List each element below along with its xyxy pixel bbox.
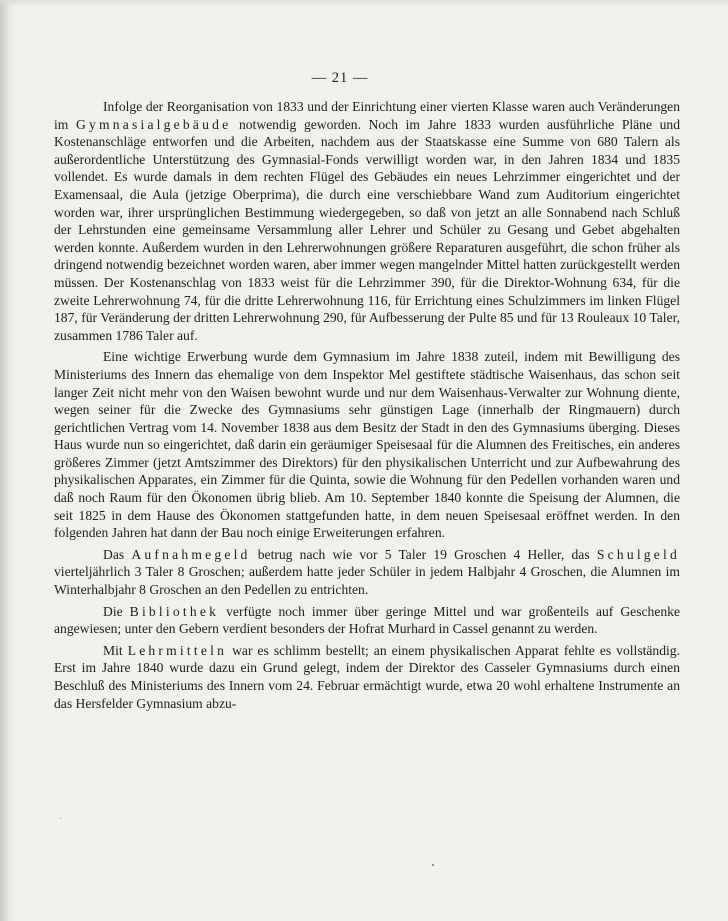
paragraph-text: Mit xyxy=(103,642,128,658)
scan-speck xyxy=(432,864,434,866)
page-edge-shadow xyxy=(0,0,14,921)
page-top-shadow xyxy=(0,0,728,6)
paragraph-text: Eine wichtige Erwerbung wurde dem Gymnasium im Jahre 1838 zuteil, indem mit Bewilligung des Ministeriums des Innern das ehemalige von dem Inspektor Mel gestiftete städtische Waisenhaus, das schon seit langer Zeit nicht mehr von den Waisen bewohnt wurde und nur dem Waisenhaus-Verwalter zur Wohnung diente, wegen seiner für die Zwecke des Gymnasiums sehr günstigen Lage (innerhalb der Ringmauern) durch gerichtlichen Vertrag vom 14. November 1838 aus dem Besitz der Stadt in den des Gymnasiums überging. Dieses Haus wurde nun so eingerichtet, daß darin ein geräumiger Speisesaal für die Alumnen des Freitisches, ein anderes größeres Zimmer (jetzt Amtszimmer des Direktors) für den physikalischen Unterricht und zur Aufbewahrung des physikalischen Apparates, ein Zimmer für die Quinta, sowie die Wohnung für den Pedellen vorhanden waren und daß noch Raum für den Ökonomen übrig blieb. Am 10. September 1840 konnte die Speisung der Alumnen, die seit 1825 in dem Hause des Ökonomen stattgefunden hatte, in dem neuen Speisesaal eröffnet werden. In den folgenden Jahren hat dann der Bau noch einige Erweiterungen erfahren. xyxy=(54,349,680,541)
paragraph xyxy=(54,603,680,638)
scan-speck xyxy=(60,818,61,819)
paragraph-text: Das xyxy=(103,546,132,562)
paragraph-text: verfügte noch immer über geringe Mittel und war großenteils auf Geschenke angewiesen; unter den Gebern verdient besonders der Hofrat Murhard in Cassel genannt zu werden. xyxy=(54,603,680,637)
spaced-emphasis-term: Gymnasialgebäude xyxy=(75,116,232,132)
paragraph-text: Die xyxy=(103,603,130,619)
paragraph xyxy=(54,546,680,599)
spaced-emphasis-term: Bibliothek xyxy=(129,603,220,619)
spaced-emphasis-term: Schulgeld xyxy=(596,546,680,562)
paragraph-text: notwendig geworden. Noch im Jahre 1833 wurden ausführliche Pläne und Kostenanschläge entworfen und die Arbeiten, nachdem aus der Staatskasse eine Summe von 680 Talern als außerordentliche Unterstützung des Gymnasial-Fonds verwilligt worden war, in den Jahren 1834 und 1835 vollendet. Es wurde damals in dem rechten Flügel des Gebäudes ein neues Lehrzimmer eingerichtet und der Examensaal, die Aula (jetzige Oberprima), die durch eine verschiebbare Wand zum Auditorium eingerichtet worden war, ihrer ursprünglichen Bestimmung wiedergegeben, so daß von jetzt an alle Sonnabend nach Schluß der Lehrstunden eine gemeinsame Versammlung aller Lehrer und Schüler zu Gesang und Gebet abgehalten werden konnte. Außerdem wurden in den Lehrerwohnungen größere Reparaturen ausgeführt, die schon früher als dringend notwendig bezeichnet worden waren, aber immer wegen mangelnder Mittel hatten zurückgestellt werden müssen. Der Kostenanschlag von 1833 weist für die Lehrzimmer 390, für die Direktor-Wohnung 634, für die zweite Lehrerwohnung 74, für die dritte Lehrerwohnung 116, für Errichtung eines Schulzimmers im linken Flügel 187, für Veränderung der dritten Lehrerwohnung 290, für Aufbesserung der Pulte 85 und für 13 Rouleaux 10 Taler, zusammen 1786 Taler auf. xyxy=(54,116,681,343)
paragraph-text: war es schlimm bestellt; an einem physikalischen Apparat fehlte es vollständig. Erst im Jahre 1840 wurde dazu ein Grund gelegt, indem der Direktor des Casseler Gymnasiums durch einen Beschluß des Ministeriums des Innern vom 24. Februar ermächtigt wurde, etwa 20 wohl erhaltene Instrumente an das Hersfelder Gymnasium abzu- xyxy=(54,642,680,711)
paragraph xyxy=(54,98,680,344)
paragraph-text: vierteljährlich 3 Taler 8 Groschen; außerdem hatte jeder Schüler in jedem Halbjahr 4 Groschen, die Alumnen im Winterhalbjahr 8 Groschen an den Pedellen zu entrichten. xyxy=(54,564,680,598)
spaced-emphasis-term: Lehrmitteln xyxy=(127,642,228,658)
spaced-emphasis-term: Aufnahmegeld xyxy=(131,546,251,562)
paragraph-text: Infolge der Reorganisation von 1833 und der Einrichtung einer vierten Klasse waren auch Veränderungen im xyxy=(54,99,680,132)
paragraph xyxy=(54,642,680,712)
paragraph xyxy=(54,348,680,542)
page-number: — 21 — xyxy=(311,70,369,86)
paragraph-text: betrug nach wie vor 5 Taler 19 Groschen 4 Heller, das xyxy=(250,546,597,562)
text-body xyxy=(54,98,680,716)
